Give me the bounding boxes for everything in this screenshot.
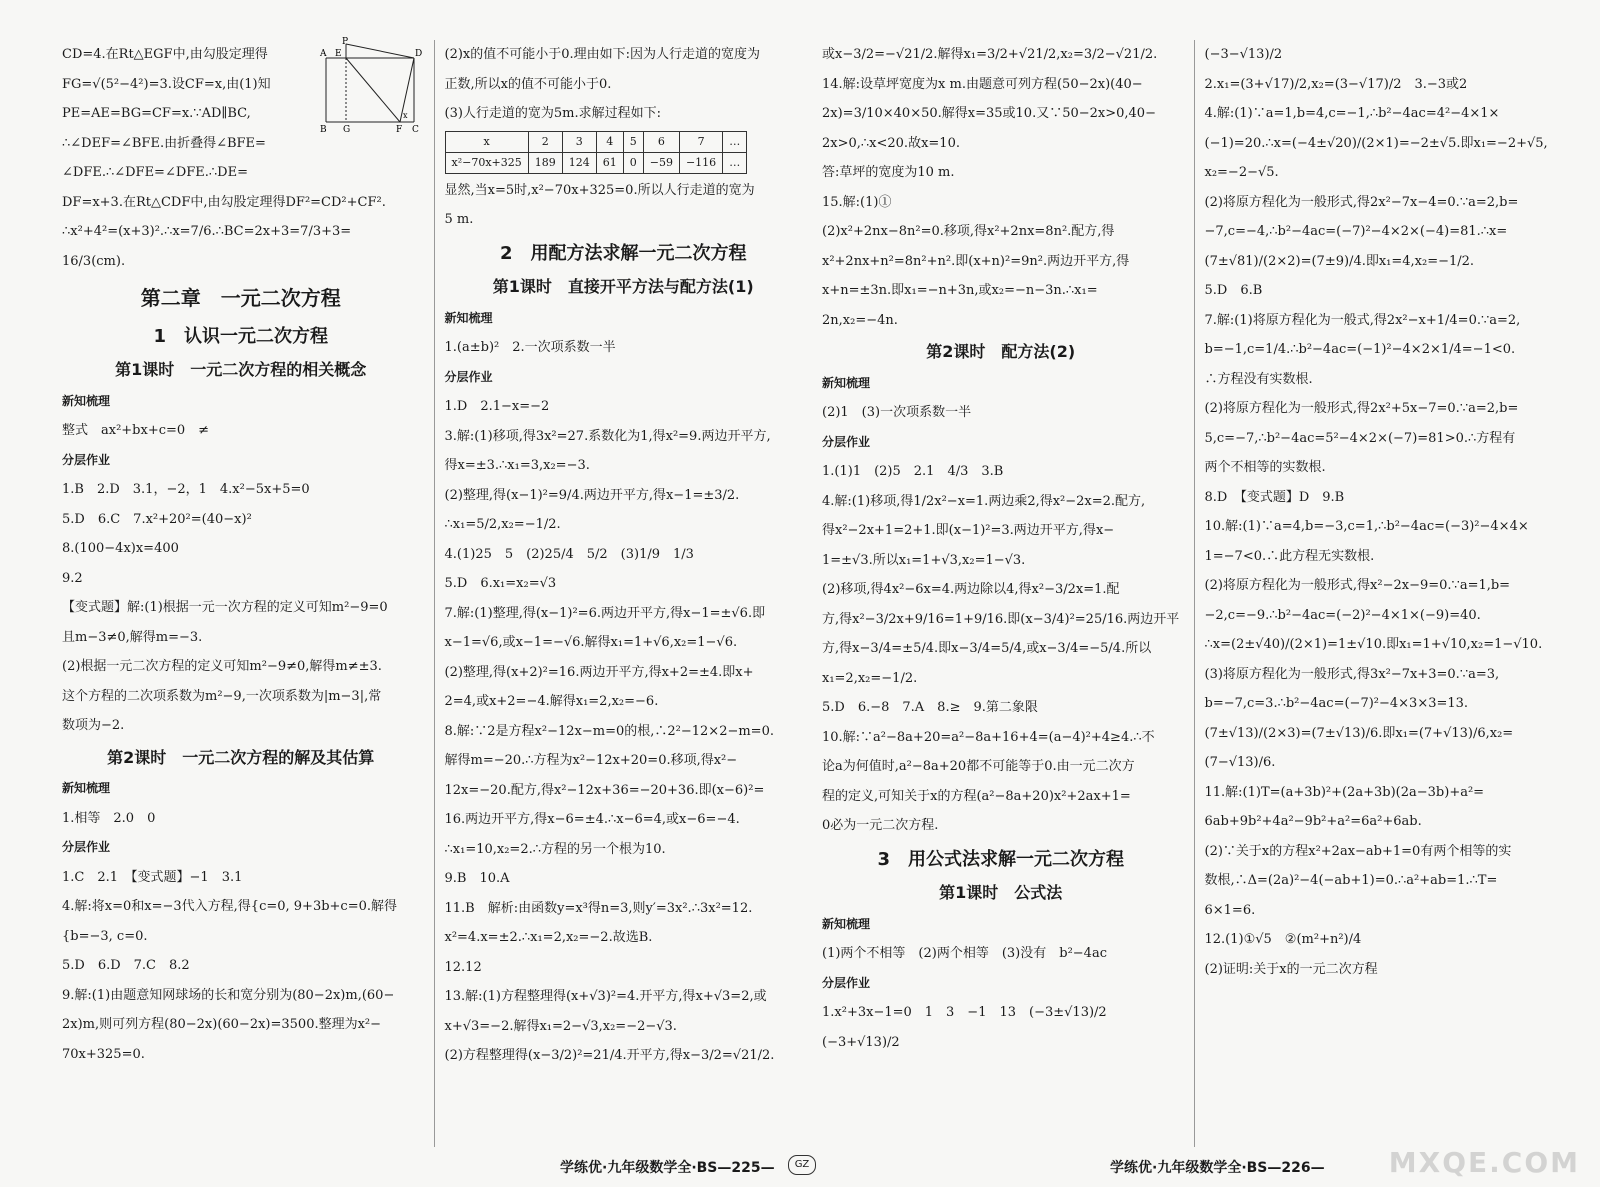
answer-line: 7.解:(1)将原方程化为一般式,得2x²−x+1/4=0.∵a=2, [1204, 312, 1521, 328]
answer-line: ∴x₁=10,x₂=2.∴方程的另一个根为10. [444, 841, 666, 857]
answer-line: b=−1,c=1/4.∴b²−4ac=(−1)²−4×2×1/4=−1<0. [1204, 342, 1516, 357]
answer-line: PE=AE=BG=CF=x.∵AD∥BC, [62, 106, 251, 121]
table-cell: 2 [528, 131, 562, 152]
answer-line: ∴x²+4²=(x+3)².∴x=7/6.∴BC=2x+3=7/3+3= [62, 224, 352, 239]
answer-line: 论a为何值时,a²−8a+20都不可能等于0.由一元二次方 [822, 759, 1135, 774]
answer-line: (2)将原方程化为一般形式,得2x²−7x−4=0.∵a=2,b= [1204, 194, 1519, 210]
figure-label: G [342, 125, 350, 135]
answer-line: 数项为−2. [62, 718, 125, 733]
subheading: 新知梳理 [62, 393, 111, 408]
table-cell: 5 [623, 131, 643, 152]
answer-line: 12x=−20.配方,得x²−12x+36=−20+36.即(x−6)²= [444, 782, 765, 798]
answer-line: 6ab+9b²+4a²−9b²+a²=6a²+6ab. [1204, 814, 1422, 829]
answer-line: (2)1 (3)一次项系数一半 [822, 405, 972, 420]
answer-line: (7±√13)/(2×3)=(7±√13)/6.即x₁=(7+√13)/6,x₂=(7−√13)/6. [1204, 725, 1514, 770]
section-title: 1 认识一元二次方程 [153, 325, 329, 347]
answer-line: 得x=±3.∴x₁=3,x₂=−3. [444, 458, 590, 473]
lesson-title: 第2课时 配方法(2) [926, 342, 1076, 361]
answer-line: 5.D 6.B [1204, 283, 1263, 298]
answer-line: 11.B 解析:由函数y=x³得n=3,则y′=3x².∴3x²=12. [444, 900, 753, 916]
table-cell: x [445, 131, 528, 152]
subheading: 新知梳理 [822, 916, 871, 931]
answer-line: ∠DFE.∴∠DFE=∠DFE.∴DE= [62, 165, 248, 180]
answer-line: 4.(1)25 5 (2)25/4 5/2 (3)1/9 1/3 [444, 546, 694, 562]
answer-line: 1.B 2.D 3.1，−2，1 4.x²−5x+5=0 [62, 482, 310, 497]
column-1 [62, 37, 422, 1147]
table-cell: 61 [596, 152, 623, 173]
section-title: 2 用配方法求解一元二次方程 [499, 242, 747, 264]
answer-line: x²+2nx+n²=8n²+n².即(x+n)²=9n².两边开平方,得 [822, 253, 1130, 269]
table-cell: 124 [562, 152, 596, 173]
answer-line: (3)将原方程化为一般形式,得3x²−7x+3=0.∵a=3, [1204, 666, 1500, 682]
table-cell: … [723, 152, 747, 173]
page-mark: GZ [788, 1155, 816, 1175]
answer-line: 16.两边开平方,得x−6=±4.∴x−6=4,或x−6=−4. [444, 812, 740, 827]
answer-line: (2)整理,得(x−1)²=9/4.两边开平方,得x−1=±3/2. [444, 487, 740, 503]
answer-line: (2)将原方程化为一般形式,得x²−2x−9=0.∵a=1,b= [1204, 578, 1511, 593]
answer-line: x+n=±3n.即x₁=−n+3n,或x₂=−n−3n.∴x₁= [822, 283, 1098, 298]
answer-line: −2,c=−9.∴b²−4ac=(−2)²−4×1×(−9)=40. [1204, 607, 1481, 623]
figure-label: B [319, 125, 327, 135]
table-row [445, 152, 747, 173]
answer-line: 1.D 2.1−x=−2 [444, 399, 550, 414]
subheading: 新知梳理 [822, 375, 871, 390]
answer-line: x²=4.x=±2.∴x₁=2,x₂=−2.故选B. [444, 930, 653, 945]
table-cell: 0 [623, 152, 643, 173]
answer-line: (−3−√13)/2 [1204, 47, 1283, 62]
table-cell: 3 [562, 131, 596, 152]
table-row [445, 131, 747, 152]
answer-line: 16/3(cm). [62, 253, 126, 269]
values-table [445, 131, 748, 174]
answer-line: 显然,当x=5时,x²−70x+325=0.所以人行走道的宽为 [444, 182, 755, 198]
answer-line: 12.12 [444, 959, 482, 975]
answer-line: (2)x的值不可能小于0.理由如下:因为人行走道的宽度为 [444, 47, 761, 62]
answer-line: {b=−3, c=0. [62, 928, 148, 944]
table-cell: … [723, 131, 747, 152]
figure-label: C [411, 125, 419, 135]
answer-line: 9.B 10.A [444, 871, 510, 886]
subheading: 分层作业 [822, 975, 871, 990]
answer-line: 1.x²+3x−1=0 1 3 −1 13 (−3±√13)/2 (−3+√13)/2 [822, 1005, 1120, 1050]
subheading: 分层作业 [444, 369, 493, 384]
answer-line: 6×1=6. [1204, 902, 1256, 918]
lesson-title: 第1课时 公式法 [939, 883, 1063, 902]
answer-line: 这个方程的二次项系数为m²−9,一次项系数为|m−3|,常 [62, 688, 382, 704]
answer-line: 4.解:(1)移项,得1/2x²−x=1.两边乘2,得x²−2x=2.配方, [822, 493, 1146, 509]
figure-label: x [402, 111, 408, 120]
answer-line: ∴x₁=5/2,x₂=−1/2. [444, 517, 561, 532]
answer-line: 13.解:(1)方程整理得(x+√3)²=4.开平方,得x+√3=2,或 [444, 989, 767, 1004]
table-cell: 189 [528, 152, 562, 173]
section-title: 3 用公式法求解一元二次方程 [877, 848, 1125, 870]
right-page [822, 40, 1562, 1147]
column-3 [822, 40, 1180, 1147]
answer-line: 1=−7<0.∴此方程无实数根. [1204, 548, 1375, 564]
table-cell: 4 [596, 131, 623, 152]
answer-line: (7±√81)/(2×2)=(7±9)/4.即x₁=4,x₂=−1/2. [1204, 253, 1475, 269]
answer-line: FG=√(5²−4²)=3.设CF=x,由(1)知 [62, 76, 271, 92]
answer-line: 5.D 6.−8 7.A 8.≥ 9.第二象限 [822, 700, 1038, 715]
answer-line: 且m−3≠0,解得m=−3. [62, 629, 203, 645]
answer-line: x₁=2,x₂=−1/2. [822, 670, 918, 686]
answer-line: 70x+325=0. [62, 1046, 145, 1062]
table-cell: 7 [679, 131, 722, 152]
table-cell: 6 [643, 131, 679, 152]
answer-line: CD=4.在Rt△EGF中,由勾股定理得 [62, 47, 268, 62]
answer-line: 【变式题】解:(1)根据一元一次方程的定义可知m²−9=0 [62, 600, 388, 615]
answer-line: 2x)m,则可列方程(80−2x)(60−2x)=3500.整理为x²− [62, 1017, 382, 1032]
answer-line: 10.解:(1)∵a=4,b=−3,c=1,∴b²−4ac=(−3)²−4×4× [1204, 519, 1529, 534]
answer-line: 8.(100−4x)x=400 [62, 541, 179, 556]
answer-line: ∴∠DEF=∠BFE.由折叠得∠BFE= [62, 135, 266, 151]
answer-line: 12.(1)①√5 ②(m²+n²)/4 [1204, 932, 1362, 947]
footer-right: 学练优·九年级数学全·BS—226— [1110, 1160, 1325, 1176]
answer-line: (3)人行走道的宽为5m.求解过程如下: [444, 106, 662, 121]
answer-line: 正数,所以x的值不可能小于0. [444, 76, 612, 92]
answer-line: 10.解:∵a²−8a+20=a²−8a+16+4=(a−4)²+4≥4.∴不 [822, 729, 1155, 745]
lesson-title: 第2课时 一元二次方程的解及其估算 [107, 747, 375, 767]
answer-line: (2)整理,得(x+2)²=16.两边开平方,得x+2=±4.即x+ [444, 664, 754, 680]
subheading: 分层作业 [62, 452, 111, 467]
answer-line: (2)方程整理得(x−3/2)²=21/4.开平方,得x−3/2=√21/2. [444, 1048, 775, 1063]
figure-label: D [414, 49, 422, 59]
answer-line: 5.D 6.x₁=x₂=√3 [444, 576, 557, 591]
answer-line: 9.解:(1)由题意知网球场的长和宽分别为(80−2x)m,(60− [62, 987, 395, 1003]
column-4 [1194, 40, 1563, 1147]
answer-line: 程的定义,可知关于x的方程(a²−8a+20)x²+2ax+1= [822, 788, 1131, 804]
answer-line: 5.D 6.C 7.x²+20²=(40−x)² [62, 511, 252, 527]
answer-line: 1=±√3.所以x₁=1+√3,x₂=1−√3. [822, 552, 1026, 568]
answer-line: 4.解:将x=0和x=−3代入方程,得{c=0, 9+3b+c=0.解得 [62, 899, 398, 914]
answer-line: 5,c=−7,∴b²−4ac=5²−4×2×(−7)=81>0.∴方程有 [1204, 430, 1516, 446]
answer-line: 解得m=−20.∴方程为x²−12x+20=0.移项,得x²− [444, 753, 738, 768]
answer-line: (2)x²+2nx−8n²=0.移项,得x²+2nx=8n².配方,得 [822, 224, 1115, 239]
answer-line: 2=4,或x+2=−4.解得x₁=2,x₂=−6. [444, 694, 659, 709]
answer-line: (2)证明:关于x的一元二次方程 [1204, 961, 1378, 977]
answer-line: 0必为一元二次方程. [822, 818, 939, 833]
answer-line: 或x−3/2=−√21/2.解得x₁=3/2+√21/2,x₂=3/2−√21/2. [822, 47, 1158, 62]
table-cell: −116 [679, 152, 722, 173]
answer-line: 2x)=3/10×40×50.解得x=35或10.又∵50−2x>0,40− [822, 106, 1156, 121]
answer-line: 11.解:(1)T=(a+3b)²+(2a+3b)(2a−3b)+a²= [1204, 784, 1485, 800]
answer-line: DF=x+3.在Rt△CDF中,由勾股定理得DF²=CD²+CF². [62, 194, 386, 210]
answer-line: 方,得x−3/4=±5/4.即x−3/4=5/4,或x−3/4=−5/4.所以 [822, 641, 1152, 656]
answer-line: 8.D 【变式题】D 9.B [1204, 489, 1345, 505]
answer-line: 5 m. [444, 212, 474, 227]
answer-line: x₂=−2−√5. [1204, 165, 1279, 180]
answer-line: 1.C 2.1 【变式题】−1 3.1 [62, 869, 243, 885]
answer-line: 5.D 6.D 7.C 8.2 [62, 958, 190, 973]
answer-line: 方,得x²−3/2x+9/16=1+9/16.即(x−3/4)²=25/16.两边开平 [822, 611, 1180, 627]
answer-line: 4.解:(1)∵a=1,b=4,c=−1,∴b²−4ac=4²−4×1× [1204, 106, 1500, 121]
figure-label: F [395, 125, 402, 135]
chapter-title: 第二章 一元二次方程 [140, 286, 341, 310]
subheading: 分层作业 [822, 434, 871, 449]
answer-line: 两个不相等的实数根. [1204, 460, 1326, 475]
column-2 [434, 40, 803, 1147]
answer-line: 答:草坪的宽度为10 m. [822, 165, 955, 180]
answer-line: 8.解:∵2是方程x²−12x−m=0的根,∴2²−12×2−m=0. [444, 723, 774, 739]
answer-line: 2n,x₂=−4n. [822, 312, 898, 328]
answer-line: ∴方程没有实数根. [1204, 371, 1313, 387]
footer-left: 学练优·九年级数学全·BS—225— [560, 1160, 775, 1176]
answer-line: −7,c=−4,∴b²−4ac=(−7)²−4×2×(−4)=81.∴x= [1204, 224, 1508, 239]
figure-label: A [319, 49, 326, 59]
answer-line: 数根,∴Δ=(2a)²−4(−ab+1)=0.∴a²+ab=1.∴T= [1204, 873, 1498, 888]
figure-label: E [334, 49, 342, 59]
answer-line: 7.解:(1)整理,得(x−1)²=6.两边开平方,得x−1=±√6.即 [444, 605, 766, 621]
geometry-figure [319, 37, 422, 135]
subheading: 分层作业 [62, 840, 111, 854]
answer-line: 15.解:(1)① [822, 194, 892, 210]
answer-line: 14.解:设草坪宽度为x m.由题意可列方程(50−2x)(40− [822, 76, 1143, 92]
subheading: 新知梳理 [62, 781, 111, 795]
answer-line: (−1)=20.∴x=(−4±√20)/(2×1)=−2±√5.即x₁=−2+√5, [1204, 135, 1548, 151]
answer-line: ∴x=(2±√40)/(2×1)=1±√10.即x₁=1+√10,x₂=1−√10. [1204, 637, 1543, 652]
subheading: 新知梳理 [444, 310, 493, 325]
answer-line: (2)将原方程化为一般形式,得2x²+5x−7=0.∵a=2,b= [1204, 401, 1519, 416]
answer-line: 得x²−2x+1=2+1.即(x−1)²=3.两边开平方,得x− [822, 523, 1115, 538]
answer-line: 1.相等 2.0 0 [62, 810, 156, 826]
left-page [62, 37, 802, 1147]
answer-line: (2)∵关于x的方程x²+2ax−ab+1=0有两个相等的实 [1204, 843, 1512, 859]
answer-line: (1)两个不相等 (2)两个相等 (3)没有 b²−4ac [822, 946, 1107, 961]
answer-line: (2)根据一元二次方程的定义可知m²−9≠0,解得m≠±3. [62, 659, 382, 674]
answer-line: 2.x₁=(3+√17)/2,x₂=(3−√17)/2 3.−3或2 [1204, 76, 1468, 92]
answer-line: x+√3=−2.解得x₁=2−√3,x₂=−2−√3. [444, 1018, 677, 1034]
answer-line: x−1=√6,或x−1=−√6.解得x₁=1+√6,x₂=1−√6. [444, 635, 738, 650]
answer-line: b=−7,c=3.∴b²−4ac=(−7)²−4×3×3=13. [1204, 696, 1469, 711]
lesson-title: 第1课时 一元二次方程的相关概念 [115, 360, 367, 379]
table-cell: x²−70x+325 [445, 152, 528, 173]
watermark: MXQE.COM [1388, 1146, 1580, 1179]
answer-line: 整式 ax²+bx+c=0 ≠ [62, 423, 210, 438]
answer-line: 1.(a±b)² 2.一次项系数一半 [444, 340, 616, 355]
answer-line: 9.2 [62, 570, 83, 586]
figure-label: P [341, 37, 348, 47]
answer-line: 3.解:(1)移项,得3x²=27.系数化为1,得x²=9.两边开平方, [444, 428, 771, 444]
answer-line: 2x>0,∴x<20.故x=10. [822, 135, 960, 151]
answer-line: 1.(1)1 (2)5 2.1 4/3 3.B [822, 464, 1004, 479]
table-cell: −59 [643, 152, 679, 173]
answer-line: (2)移项,得4x²−6x=4.两边除以4,得x²−3/2x=1.配 [822, 582, 1120, 597]
lesson-title: 第1课时 直接开平方法与配方法(1) [492, 277, 754, 296]
